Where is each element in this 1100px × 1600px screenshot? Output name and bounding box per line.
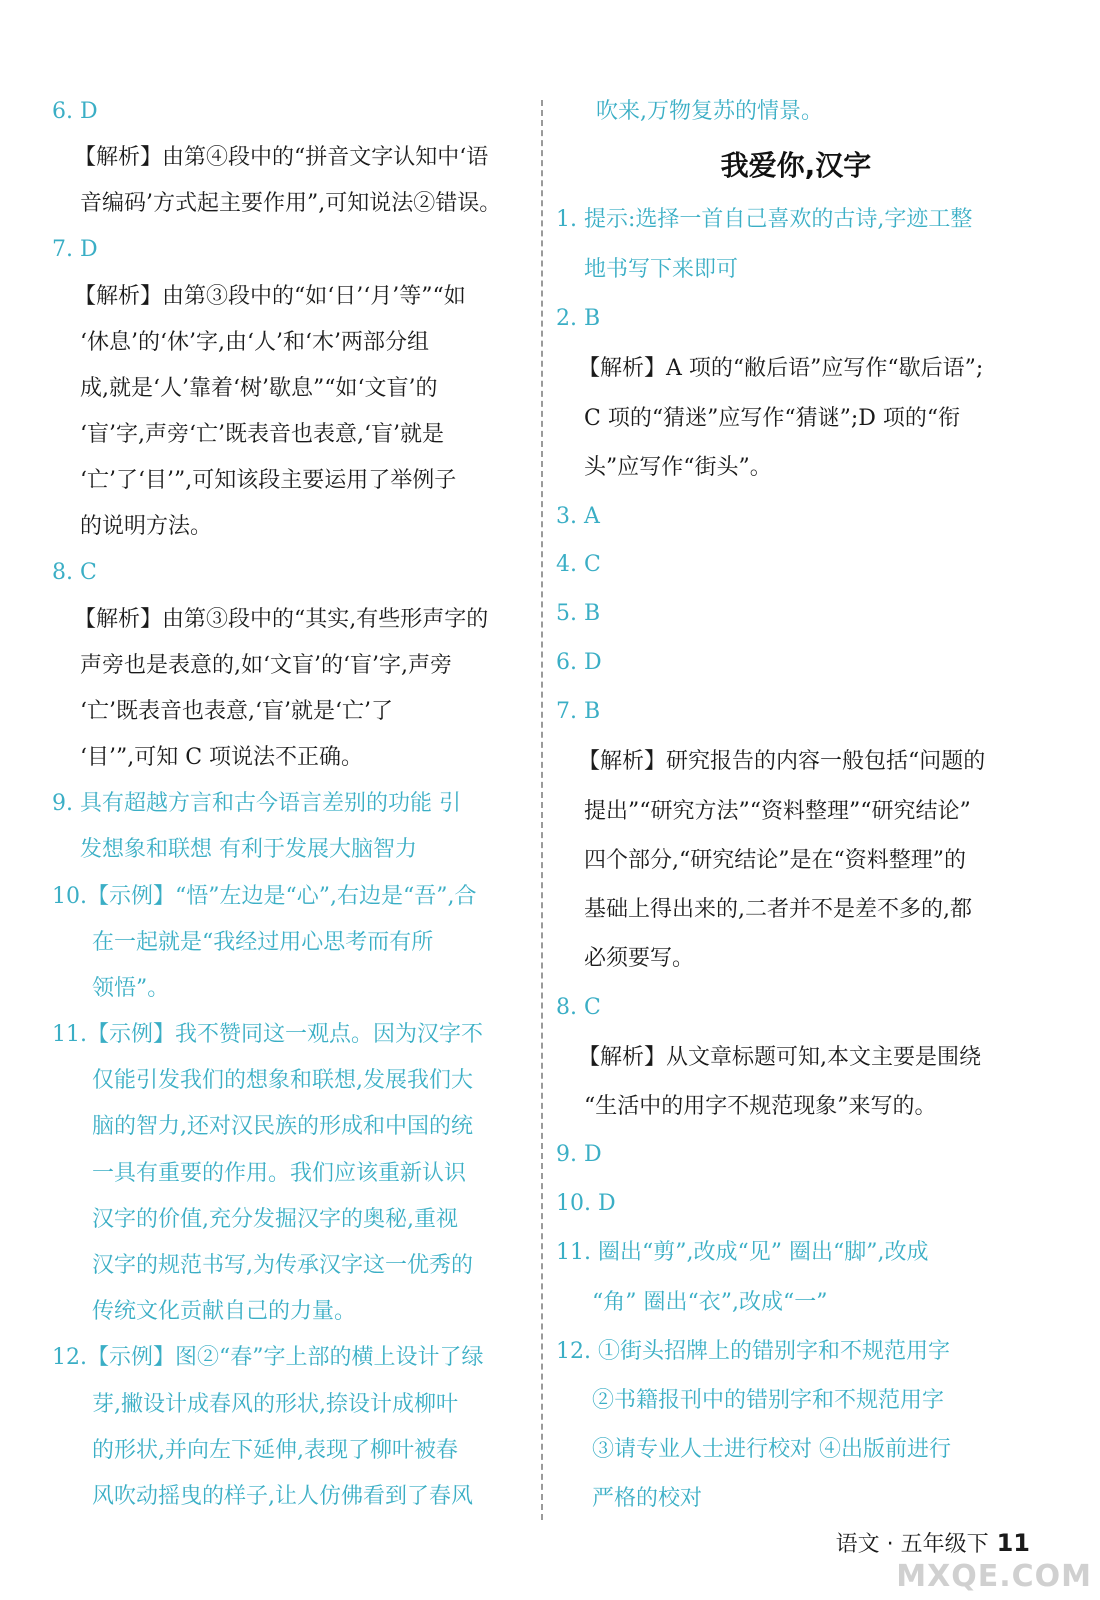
right-column-line: 提出”“研究方法”“资料整理”“研究结论” (584, 799, 971, 824)
right-column-line: 11. 圈出“剪”,改成“见” 圈出“脚”,改成 (556, 1240, 929, 1265)
right-column-line: 4. C (556, 552, 601, 577)
left-column-line: 传统文化贡献自己的力量。 (92, 1299, 357, 1324)
right-column-line: 严格的校对 (592, 1486, 703, 1511)
right-column-line: 9. D (556, 1142, 602, 1167)
left-column-line: 【解析】由第④段中的“拼音文字认知中‘语 (74, 145, 489, 170)
left-column-line: 10.【示例】“悟”左边是“心”,右边是“吾”,合 (52, 884, 477, 909)
column-divider (541, 100, 543, 1520)
left-column-line: 汉字的价值,充分发掘汉字的奥秘,重视 (92, 1207, 458, 1232)
right-column-line: 3. A (556, 504, 600, 529)
left-column-line: ‘亡’既表音也表意,‘盲’就是‘亡’了 (80, 699, 393, 724)
left-column-line: 芽,撇设计成春风的形状,捺设计成柳叶 (92, 1392, 458, 1417)
page-number: 11 (996, 1529, 1030, 1557)
right-column-line: 12. ①街头招牌上的错别字和不规范用字 (556, 1339, 950, 1364)
left-column-line: 汉字的规范书写,为传承汉字这一优秀的 (92, 1253, 473, 1278)
left-column-line: 成,就是‘人’靠着‘树’歇息”“如‘文盲’的 (80, 376, 438, 401)
left-column-line: 声旁也是表意的,如‘文盲’的‘盲’字,声旁 (80, 653, 452, 678)
left-column-line: 7. D (52, 237, 98, 262)
right-column-line: 【解析】研究报告的内容一般包括“问题的 (578, 749, 986, 774)
right-column-line: C 项的“猜迷”应写作“猜谜”;D 项的“衔 (584, 406, 961, 431)
right-column-line: 5. B (556, 601, 601, 626)
left-column-line: 仅能引发我们的想象和联想,发展我们大 (92, 1068, 473, 1093)
right-column-line: 【解析】从文章标题可知,本文主要是围绕 (578, 1045, 981, 1070)
left-column-line: 9. 具有超越方言和古今语言差别的功能 引 (52, 791, 461, 816)
right-column-line: 6. D (556, 650, 602, 675)
left-column-line: 脑的智力,还对汉民族的形成和中国的统 (92, 1114, 473, 1139)
page-footer (836, 1528, 1030, 1560)
left-column-line: 的说明方法。 (80, 514, 213, 539)
watermark-logo: MXQE.COM (896, 1559, 1092, 1594)
left-column-line: 一具有重要的作用。我们应该重新认识 (92, 1161, 467, 1186)
right-column-line: “角” 圈出“衣”,改成“一” (592, 1290, 828, 1315)
left-column-line: 【解析】由第③段中的“如‘日’‘月’等”“如 (74, 284, 466, 309)
left-column-line: 【解析】由第③段中的“其实,有些形声字的 (74, 607, 489, 632)
right-column-line: ③请专业人士进行校对 ④出版前进行 (592, 1437, 951, 1462)
left-column-line: 12.【示例】图②“春”字上部的横上设计了绿 (52, 1345, 484, 1370)
left-column-line: ‘休息’的‘休’字,由‘人’和‘木’两部分组 (80, 330, 429, 355)
left-column-line: 风吹动摇曳的样子,让人仿佛看到了春风 (92, 1484, 473, 1509)
right-column-line: 1. 提示:选择一首自己喜欢的古诗,字迹工整 (556, 207, 973, 232)
right-column-line: 【解析】A 项的“敝后语”应写作“歇后语”; (578, 356, 984, 381)
left-column-line: 的形状,并向左下延伸,表现了柳叶被春 (92, 1438, 458, 1463)
right-column-line: 10. D (556, 1191, 616, 1216)
right-column-line: 2. B (556, 306, 601, 331)
right-column-line: 四个部分,“研究结论”是在“资料整理”的 (584, 848, 966, 873)
right-column-line: 头”应写作“街头”。 (584, 455, 772, 480)
left-column-line: ‘盲’字,声旁‘亡’既表音也表意,‘盲’就是 (80, 422, 444, 447)
left-column-line: 领悟”。 (92, 976, 170, 1001)
right-column-line: 吹来,万物复苏的情景。 (596, 99, 823, 124)
footer-subject: 语文 · 五年级下 (835, 1532, 989, 1557)
right-column-line: 必须要写。 (584, 946, 695, 971)
right-column-line: ②书籍报刊中的错别字和不规范用字 (592, 1388, 945, 1413)
right-column-line: 8. C (556, 995, 601, 1020)
left-column-line: 11.【示例】我不赞同这一观点。因为汉字不 (52, 1022, 483, 1047)
right-column-line: 7. B (556, 699, 601, 724)
right-column-line: 地书写下来即可 (584, 257, 739, 282)
left-column-line: 8. C (52, 560, 97, 585)
section-title: 我爱你,汉字 (720, 149, 872, 182)
left-column-line: 在一起就是“我经过用心思考而有所 (92, 930, 434, 955)
left-column-line: 6. D (52, 99, 98, 124)
left-column-line: 音编码’方式起主要作用”,可知说法②错误。 (80, 191, 502, 216)
left-column-line: ‘亡’了‘目’”,可知该段主要运用了举例子 (80, 468, 457, 493)
left-column-line: 发想象和联想 有利于发展大脑智力 (80, 837, 417, 862)
right-column-line: “生活中的用字不规范现象”来写的。 (584, 1094, 937, 1119)
right-column-line: 基础上得出来的,二者并不是差不多的,都 (584, 897, 972, 922)
left-column-line: ‘目’”,可知 C 项说法不正确。 (80, 745, 364, 770)
